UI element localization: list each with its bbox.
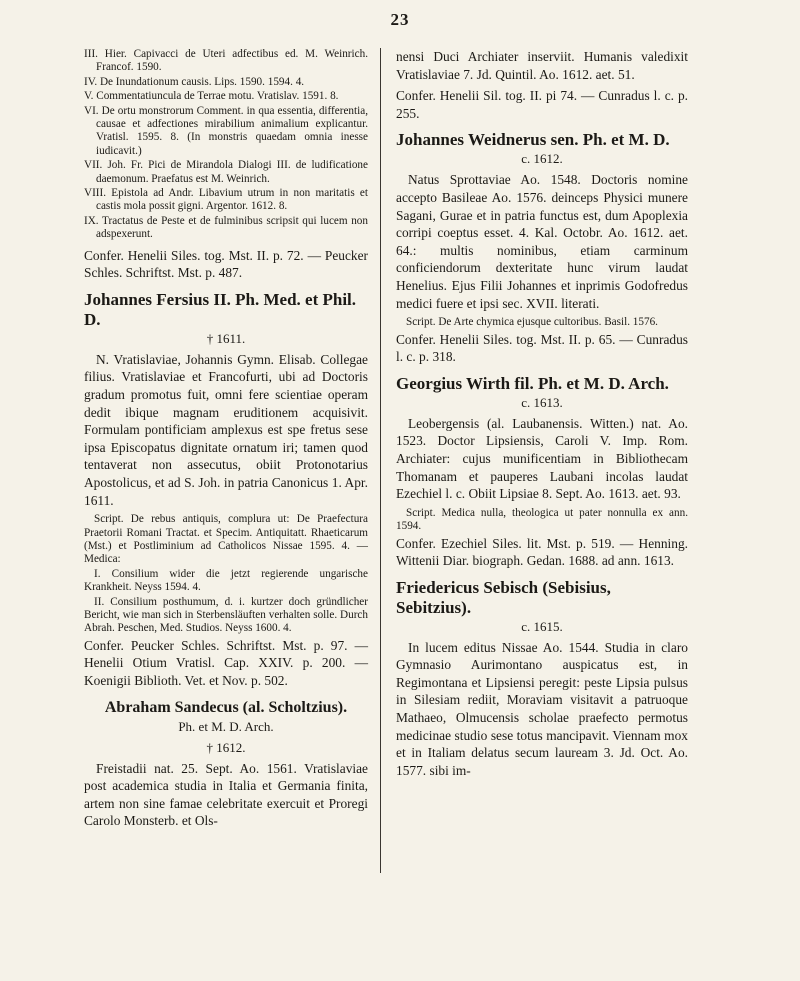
right-column [396,48,688,779]
list-item: IX. Tractatus de Peste et de fulminibus scripsit qui lucem non adspexerunt. [84,214,368,241]
entry-body: Leobergensis (al. Laubanensis. Witten.) nat. Ao. 1523. Doctor Lipsiensis, Caroli V. Imp. Rom. Archiater: cujus munificentiam in Bibliothecam Thomanam et pauperes Laubani incolas laudat Ezechiel l. c. Obiit Lipsiae 8. Sept. Ao. 1613. aet. 93. [396,415,688,502]
page-number: 23 [390,10,410,29]
entry-body: Freistadii nat. 25. Sept. Ao. 1561. Vratislaviae post academica studia in Italia et Germania finita, artem non sine famae celebritate exercuit et Proregi Carolo Monsterb. et Ols- [84,760,368,829]
entry-degree: Ph. et M. D. Arch. [178,718,274,734]
entry-heading: Johannes Fersius II. Ph. Med. et Phil. D. [84,289,357,329]
list-item: VIII. Epistola ad Andr. Libavium utrum in non maritatis et castis mola possit gigni. Argentor. 1612. 8. [84,187,368,213]
list-item: V. Commentatiuncula de Terrae motu. Vratislav. 1591. 8. [84,90,339,103]
entry-body: Natus Sprottaviae Ao. 1548. Doctoris nomine accepto Basileae Ao. 1576. deinceps Physici munere Sagani, Gurae et in patria functus est, dum Apoplexia corripi coeptus esset. 4. Kal. Octobr. Ao. 1612. aet. 64.: multis nominibus, etiam carminum conficiendorum dexteritate hunc virum laudat Henelius. Ejus Filii Johannes et inprimis Godofredus medici fuere et ipsi sec. XVII. literati. [396,172,688,311]
entry-script: Script. De Arte chymica ejusque cultoribus. Basil. 1576. [406,316,658,329]
entry-body: In lucem editus Nissae Ao. 1544. Studia in claro Gymnasio Aurimontano auspicatus est, in Regimontana et Lipsiensi peregit: peste Lipsia pulsus in Silesiam rediit, Moraviam visitavit a patruoque Mathaeo, Olmucensis scholae praefecto permotus medicinae studio sese totus mancipavit. Viennam mox et in Italiam delatus secum lauream 3. Jd. Oct. Ao. 1577. sibi im- [396,639,688,778]
list-item: III. Hier. Capivacci de Uteri adfectibus ed. M. Weinrich. Francof. 1590. [84,48,368,74]
script-item: II. Consilium posthumum, d. i. kurtzer doch gründlicher Bericht, wie man sich in Sterbensläuften verhalten solle. Durch Abrah. Peschen, Med. Studios. Neyss 1600. 4. [84,595,368,635]
entry-heading: Friedericus Sebisch (Sebisius, Sebitzius). [396,577,611,617]
entry-script: Script. Medica nulla, theologica ut pater nonnulla ex ann. 1594. [396,506,688,533]
list-item: VI. De ortu monstrorum Comment. in qua essentia, differentia, causae et adfectiones mirabilium animalium explicantur. Vratisl. 1595. 8. (In monstris quaedam omnia inesse iudicavit.) [84,104,368,157]
confer-note: Confer. Henelii Siles. tog. Mst. II. p. 72. — Peucker Schles. Schriftst. Mst. p. 487. [84,247,368,281]
entry-date: c. 1615. [521,618,563,634]
entry-heading: Georgius Wirth fil. Ph. et M. D. Arch. [396,373,669,393]
entry-body: N. Vratislaviae, Johannis Gymn. Elisab. Collegae filius. Vratislaviae et Francofurti, ubi ad Doctoris gradum promotus fuit, omni fere scientiae operam dedit ibique magnam eruditionem acquisivit. Formulam pontificiam amplexus est spe fretus sese ipsa Episcopatus dignitate ornatum iri; tamen quod tentaverat non assecutus, obiit Protonotarius Apostolicus, et ad S. Joh. in patria Canonicus 1. Apr. 1611. [84,351,368,508]
list-item: IV. De Inundationum causis. Lips. 1590. 1594. 4. [84,75,305,88]
entry-script: Script. De rebus antiquis, complura ut: De Praefectura Praetorii Romani Tractat. et Specim. Antiquitatt. Rhaeticarum (Mst.) et Postliminium ad Catholicos Nissae 1595. 4. — Medica: [84,513,368,566]
entry-date: c. 1613. [521,394,563,410]
confer-note: Confer. Ezechiel Siles. lit. Mst. p. 519. — Henning. Wittenii Diar. biograph. Gedan. 1688. ad ann. 1613. [396,535,688,569]
entry-heading: Johannes Weidnerus sen. Ph. et M. D. [396,130,670,150]
confer-note: Confer. Henelii Sil. tog. II. pi 74. — Cunradus l. c. p. 255. [396,88,688,121]
list-item: VII. Joh. Fr. Pici de Mirandola Dialogi III. de ludificatione daemonum. Praefatus est M. Weinrich. [84,159,368,185]
entry-date: † 1611. [206,330,246,346]
column-divider [380,48,381,873]
confer-note: Confer. Peucker Schles. Schriftst. Mst. p. 97. — Henelii Otium Vratisl. Cap. XXIV. p. 200. — Koenigii Biblioth. Vet. et Nov. p. 502. [84,637,368,689]
confer-note: Confer. Henelii Siles. tog. Mst. II. p. 65. — Cunradus l. c. p. 318. [396,331,688,365]
script-item: I. Consilium wider die jetzt regierende ungarische Krankheit. Neyss 1594. 4. [84,567,368,594]
entry-date: c. 1612. [521,151,563,167]
left-column [84,48,368,830]
entry-heading: Abraham Sandecus (al. Scholtzius). [104,698,348,716]
continued-text: nensi Duci Archiater inserviit. Humanis valedixit Vratislaviae 7. Jd. Quintil. Ao. 1612. aet. 51. [396,49,688,82]
entry-date: † 1612. [206,739,246,755]
